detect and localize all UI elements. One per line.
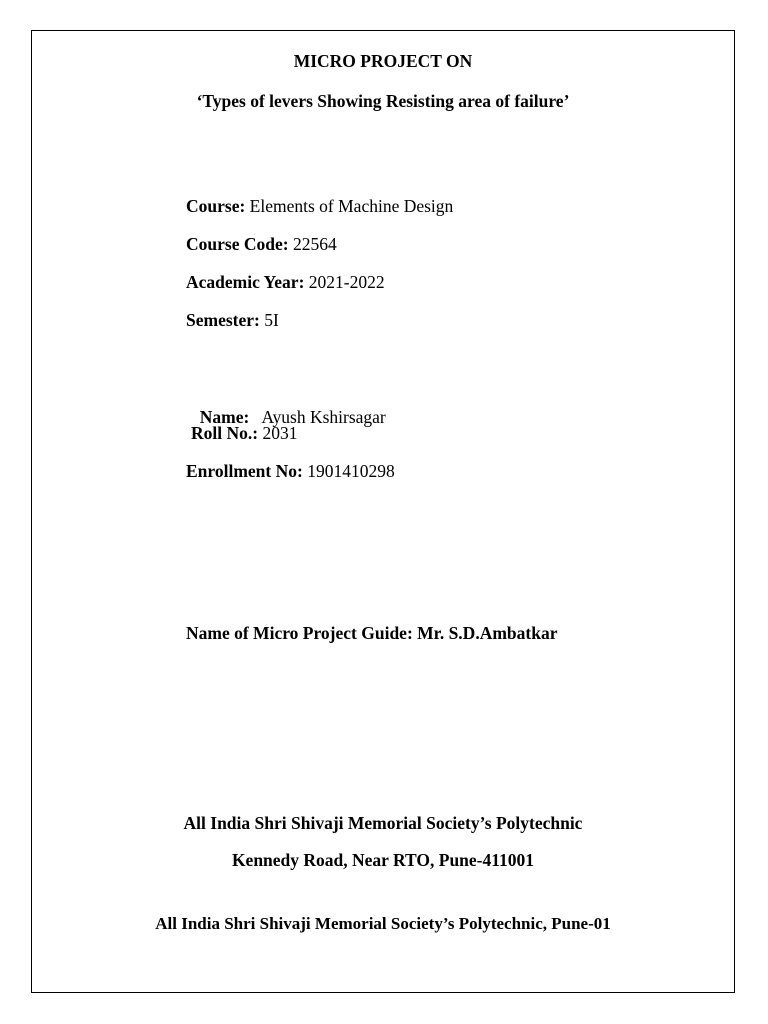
roll-number-row	[191, 422, 297, 444]
course-code-value: 22564	[288, 234, 337, 254]
course-label: Course:	[186, 196, 246, 216]
semester-label: Semester:	[186, 310, 260, 330]
semester-row	[186, 309, 279, 331]
academic-year-value: 2021-2022	[304, 272, 385, 292]
student-name-value: Ayush Kshirsagar	[249, 407, 386, 427]
institute-footer: All India Shri Shivaji Memorial Society’s Polytechnic, Pune-01	[155, 914, 611, 933]
course-value: Elements of Machine Design	[245, 196, 454, 216]
semester-value: 5I	[259, 310, 279, 330]
student-name-label: Name:	[199, 407, 250, 427]
document-title: MICRO PROJECT ON	[293, 51, 473, 71]
academic-year-label: Academic Year:	[186, 272, 305, 292]
course-code-row	[186, 233, 337, 255]
institute-name: All India Shri Shivaji Memorial Society’s Polytechnic	[183, 813, 583, 833]
academic-year-row	[186, 271, 385, 293]
enrollment-row	[186, 460, 395, 482]
enrollment-label: Enrollment No:	[186, 461, 303, 481]
project-topic: ‘Types of levers Showing Resisting area of failure’	[196, 91, 570, 111]
roll-number-label: Roll No.:	[191, 423, 259, 443]
institute-address: Kennedy Road, Near RTO, Pune-411001	[231, 850, 535, 870]
course-code-label: Course Code:	[186, 234, 289, 254]
enrollment-value: 1901410298	[302, 461, 395, 481]
project-guide: Name of Micro Project Guide: Mr. S.D.Ambatkar	[186, 623, 558, 643]
roll-number-value: 2031	[258, 423, 298, 443]
course-row	[186, 195, 453, 217]
